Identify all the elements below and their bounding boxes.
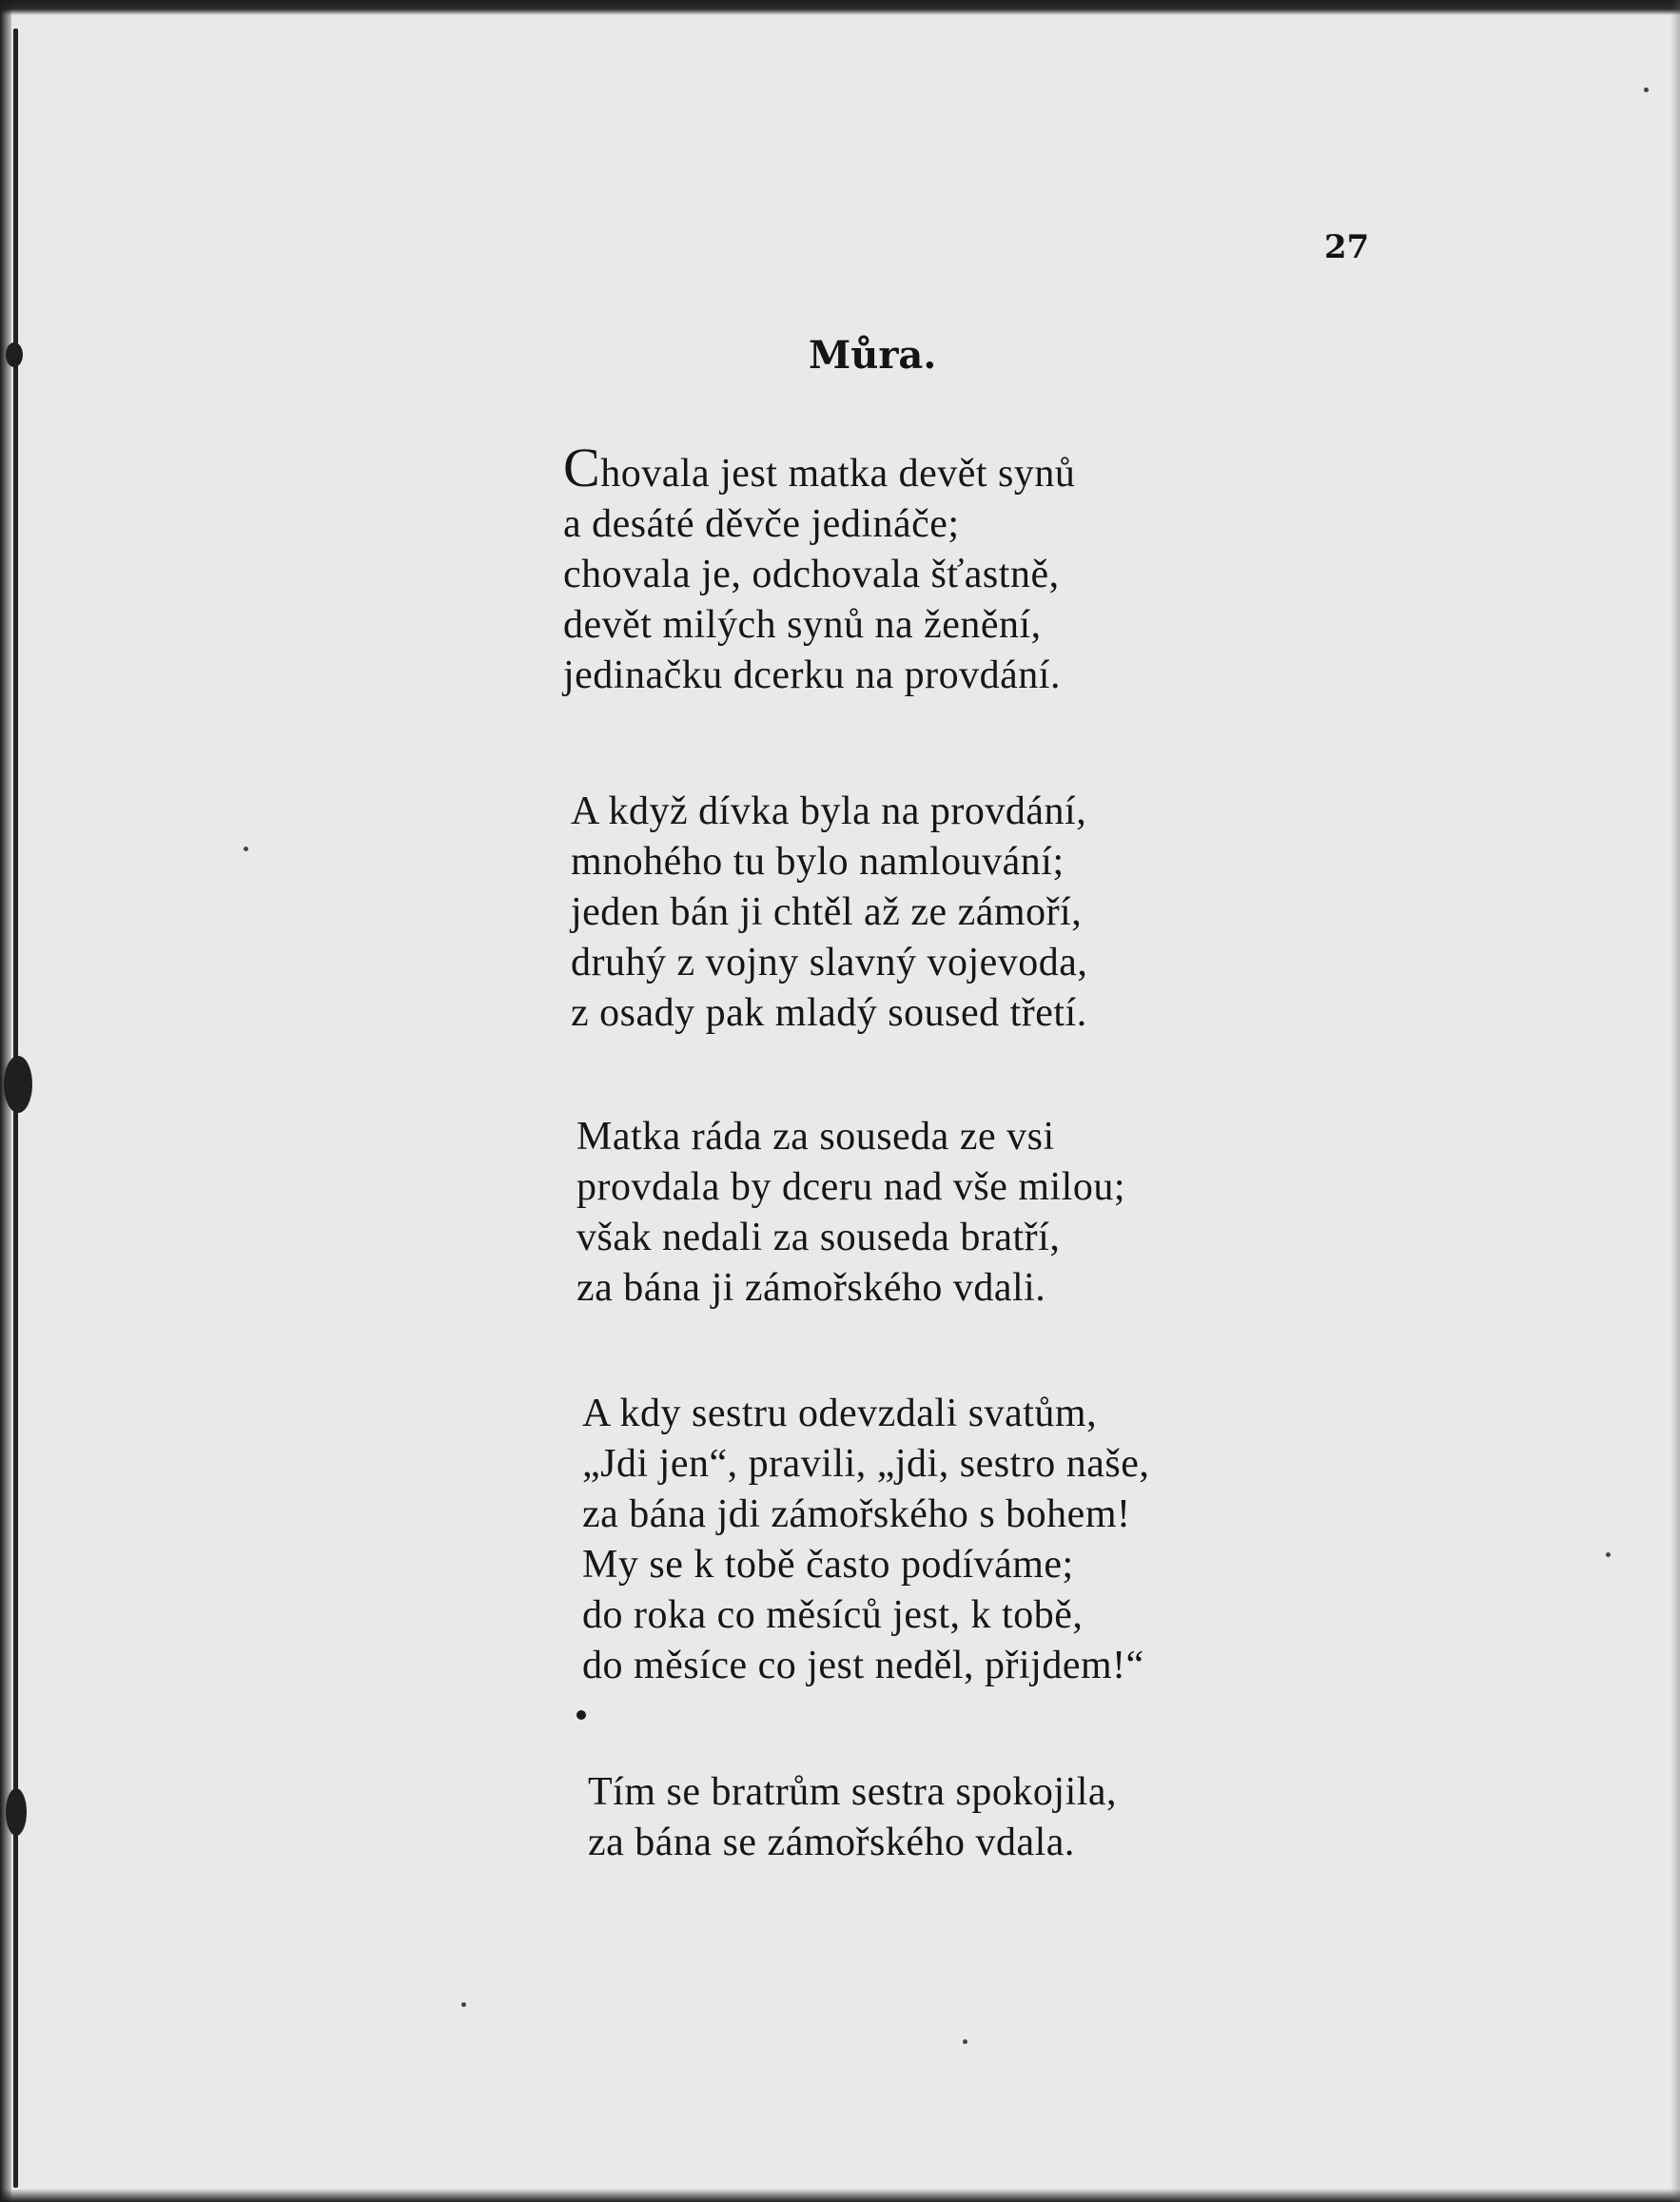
verse-line: devět milých synů na ženění, bbox=[563, 603, 1042, 647]
stanza-5 bbox=[588, 1767, 1311, 1868]
scan-bottom-edge bbox=[0, 2189, 1680, 2202]
verse-line: za bána ji zámořského vdali. bbox=[576, 1266, 1046, 1310]
paper-speck bbox=[963, 2039, 967, 2044]
verse-line: do roka co měsíců jest, k tobě, bbox=[582, 1593, 1084, 1637]
verse-line: A kdy sestru odevzdali svatům, bbox=[582, 1392, 1098, 1435]
verse-line: jeden bán ji chtěl až ze zámoří, bbox=[571, 890, 1083, 934]
verse-line: jedinačku dcerku na provdání. bbox=[563, 653, 1061, 697]
verse-line: však nedali za souseda bratří, bbox=[576, 1216, 1061, 1259]
verse-line: chovala je, odchovala šťastně, bbox=[563, 553, 1060, 596]
binding-blot bbox=[6, 342, 23, 367]
binding-blot bbox=[6, 1788, 27, 1836]
drop-initial: C bbox=[563, 437, 601, 498]
verse-line: My se k tobě často podíváme; bbox=[582, 1543, 1074, 1587]
poem-title: Můra. bbox=[809, 333, 937, 378]
verse-line: Tím se bratrům sestra spokojila, bbox=[588, 1770, 1118, 1814]
verse-line: za bána se zámořského vdala. bbox=[588, 1821, 1075, 1864]
page-number: 27 bbox=[1324, 228, 1370, 266]
scan-top-edge bbox=[0, 0, 1680, 15]
scan-right-edge bbox=[1670, 0, 1680, 2202]
verse-line: z osady pak mladý soused třetí. bbox=[571, 991, 1087, 1035]
verse-line: Chovala jest matka devět synů bbox=[563, 437, 1076, 498]
verse-line: za bána jdi zámořského s bohem! bbox=[582, 1492, 1131, 1536]
paper-speck bbox=[1644, 88, 1649, 92]
binding-blot bbox=[4, 1056, 32, 1113]
ink-dot bbox=[576, 1710, 586, 1720]
stanza-4 bbox=[582, 1389, 1305, 1691]
stanza-2 bbox=[571, 787, 1294, 1039]
verse-line: A když dívka byla na provdání, bbox=[571, 789, 1087, 833]
paper-speck bbox=[461, 2002, 466, 2007]
verse-line: „Jdi jen“, pravili, „jdi, sestro naše, bbox=[582, 1442, 1150, 1486]
verse-line: druhý z vojny slavný vojevoda, bbox=[571, 941, 1088, 984]
paper-speck bbox=[1606, 1552, 1611, 1557]
stanza-3 bbox=[576, 1112, 1299, 1314]
verse-line: do měsíce co jest neděl, přijdem!“ bbox=[582, 1644, 1144, 1687]
verse-line: a desáté děvče jedináče; bbox=[563, 502, 960, 546]
verse-line: mnohého tu bylo namlouvání; bbox=[571, 840, 1065, 884]
stanza-1 bbox=[563, 437, 1286, 701]
verse-line: Matka ráda za souseda ze vsi bbox=[576, 1115, 1055, 1159]
verse-line: provdala by dceru nad vše milou; bbox=[576, 1165, 1126, 1209]
paper-speck bbox=[244, 847, 248, 851]
